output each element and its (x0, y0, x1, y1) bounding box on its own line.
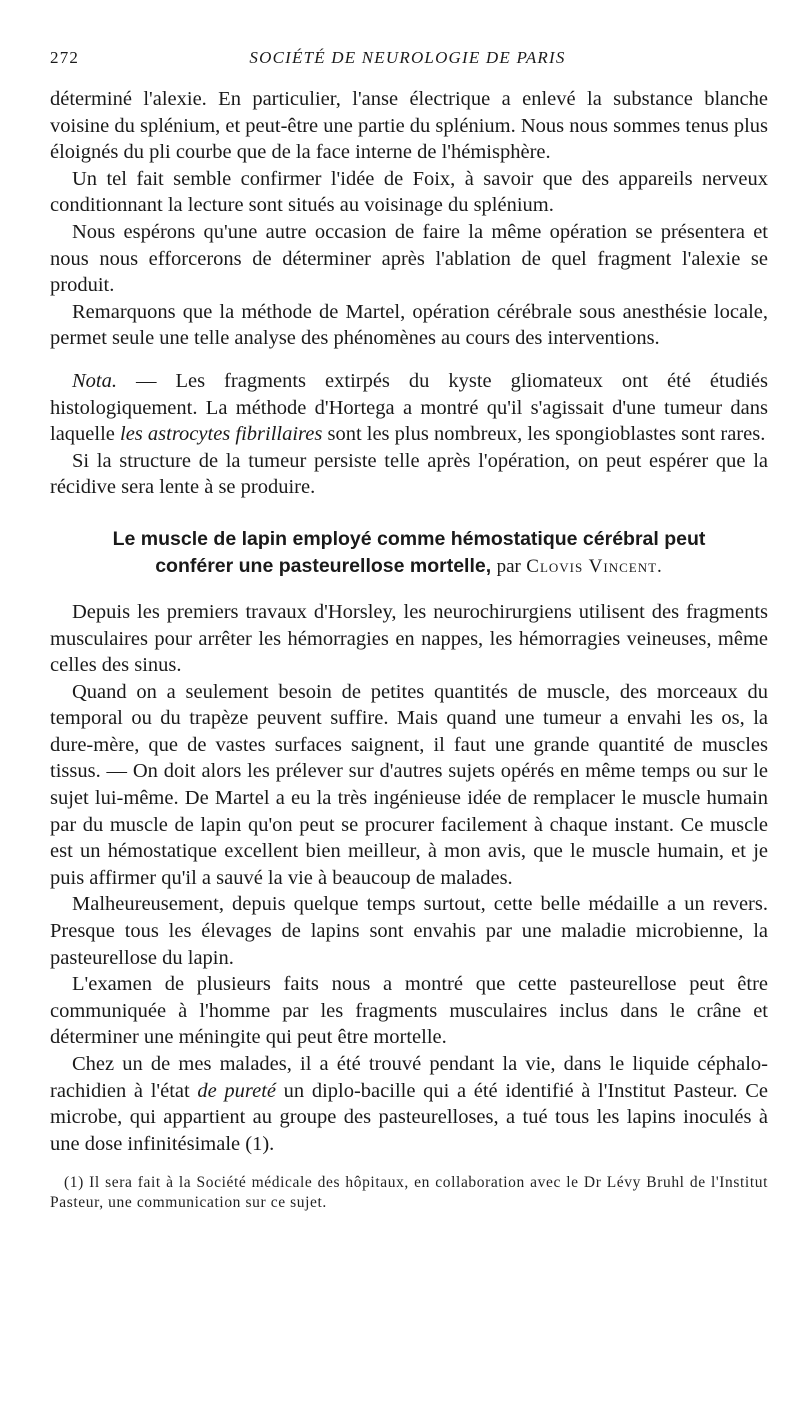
paragraph: Si la structure de la tumeur persiste telle après l'opération, on peut espérer que la récidive sera lente à se produire. (50, 449, 768, 499)
nota-label: Nota. (72, 369, 117, 392)
article-title-line2: conférer une pasteurellose mortelle, (155, 554, 492, 577)
paragraph: L'examen de plusieurs faits nous a montré que cette pasteurellose peut être communiquée à l'homme par les fragments musculaires inclus dans le crâne et déterminer une méningite qui peut être mortelle. (50, 973, 768, 1049)
nota-text: — Les fragments extirpés du kyste gliomateux ont été étudiés histologiquement. La méthode d'Hortega a montré qu'il s'agissait d'une tumeur dans laquelle (50, 369, 768, 446)
page-body (50, 86, 768, 1213)
paragraph: Remarquons que la méthode de Martel, opération cérébrale sous anesthésie locale, permet seule une telle analyse des phénomènes au cours des interventions. (50, 300, 768, 350)
nota-paragraph (50, 368, 768, 448)
paragraph: Malheureusement, depuis quelque temps surtout, cette belle médaille a un revers. Presque tous les élevages de lapins sont envahis par une maladie microbienne, la pasteurellose du lapin. (50, 893, 768, 969)
paragraph (50, 1051, 768, 1157)
author-first-name: Clovis (526, 555, 584, 577)
paragraph: Depuis les premiers travaux d'Horsley, les neurochirurgiens utilisent des fragments musculaires pour arrêter les hémorragies en nappes, les hémorragies veineuses, même celles des sinus. (50, 600, 768, 677)
page-header (50, 48, 765, 72)
article-title-line1: Le muscle de lapin employé comme hémostatique cérébral peut (112, 527, 706, 550)
italic-phrase: de pureté (197, 1079, 276, 1102)
paragraph: déterminé l'alexie. En particulier, l'anse électrique a enlevé la substance blanche voisine du splénium, et peut-être une partie du splénium. Nous nous sommes tenus plus éloignés du pli courbe que de la face interne de l'hémisphère. (50, 88, 768, 164)
paragraph: Nous espérons qu'une autre occasion de faire la même opération se présentera et nous nous efforcerons de déterminer après l'ablation de quel fragment l'alexie se produit. (50, 220, 768, 297)
article-by: par (496, 555, 521, 577)
nota-text-end: sont les plus nombreux, les spongioblastes sont rares. (322, 423, 766, 446)
author-last-name: Vincent. (588, 555, 663, 577)
page-number: 272 (50, 48, 80, 67)
paragraph-text-end: un diplo-bacille qui a été identifié à l'Institut Pasteur. Ce microbe, qui appartient au groupe des pasteurelloses, a tué tous les lapins inoculés à une dose infinitésimale (1). (50, 1079, 768, 1155)
paragraph: Un tel fait semble confirmer l'idée de Foix, à savoir que des appareils nerveux conditionnant la lecture sont situés au voisinage du splénium. (50, 167, 768, 217)
paragraph-text: Chez un de mes malades, il a été trouvé pendant la vie, dans le liquide céphalo-rachidien à l'état (50, 1053, 768, 1102)
running-title: SOCIÉTÉ DE NEUROLOGIE DE PARIS (249, 48, 566, 67)
nota-italic-term: les astrocytes fibrillaires (120, 423, 323, 446)
article-title (50, 526, 768, 580)
paragraph: Quand on a seulement besoin de petites quantités de muscle, des morceaux du temporal ou du trapèze peuvent suffire. Mais quand une tumeur a envahi les os, la dure-mère, que de vastes surfaces saignent, il faut une grande quantité de muscles tissus. — On doit alors les prélever sur d'autres sujets opérés en même temps ou sur le sujet lui-même. De Martel a eu la très ingénieuse idée de remplacer le muscle humain par du muscle de lapin qu'on peut se procurer facilement à chaque instant. Ce muscle est un hémostatique excellent bien meilleur, à mon avis, que le muscle humain, et je puis affirmer qu'il a sauvé la vie à beaucoup de malades. (50, 680, 768, 889)
footnote: (1) Il sera fait à la Société médicale des hôpitaux, en collaboration avec le Dr Lévy Bruhl de l'Institut Pasteur, une communication sur ce sujet. (50, 1174, 768, 1212)
